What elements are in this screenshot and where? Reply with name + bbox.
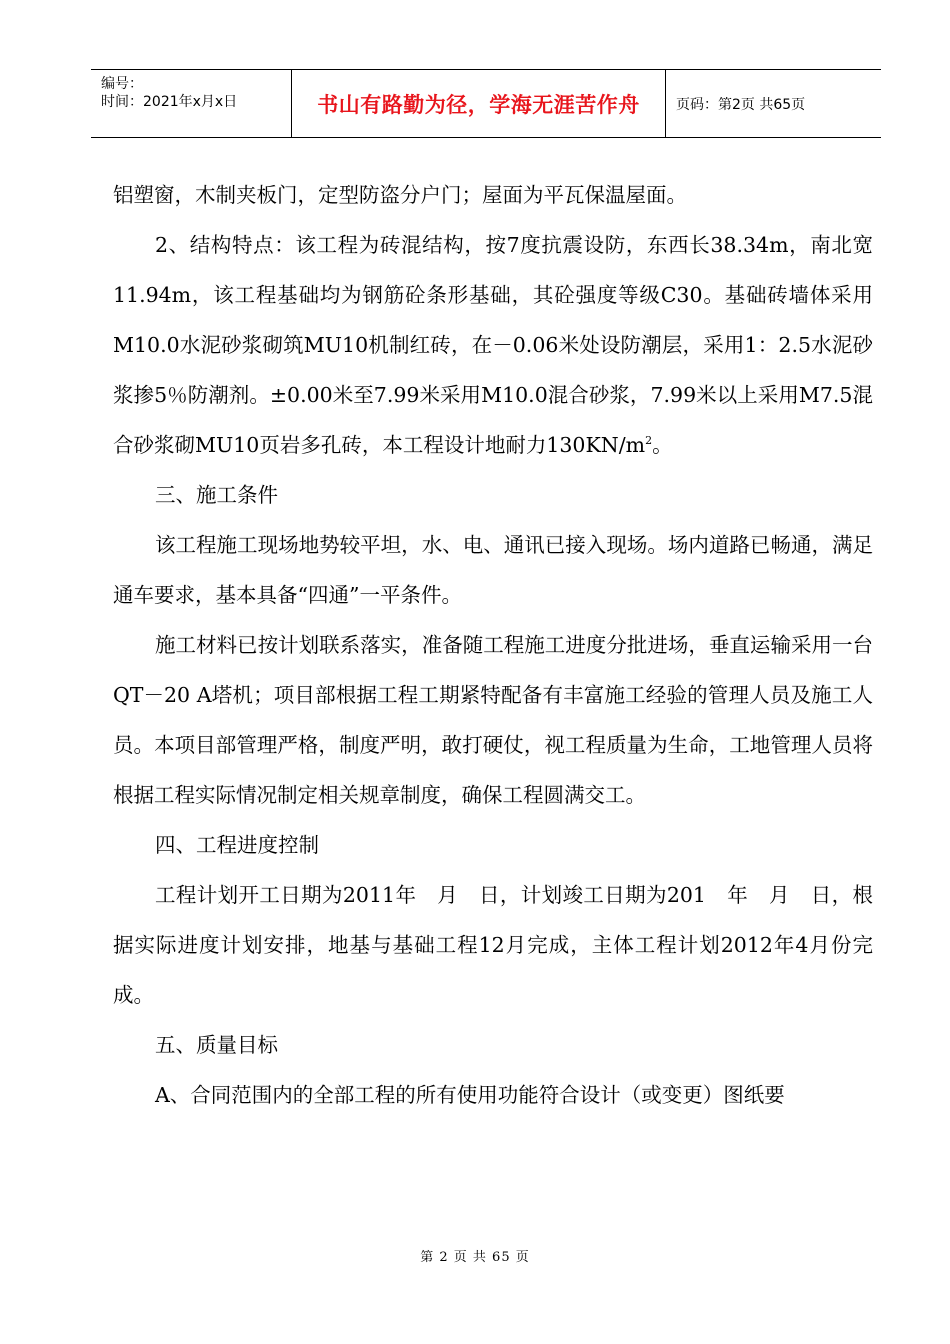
paragraph: 工程计划开工日期为2011年 月 日，计划竣工日期为201 年 月 日，根据实际进度计划安排，地基与基础工程12月完成，主体工程计划2012年4月份完成。 (113, 883, 873, 1007)
header-page-info: 页码：第2页 共65页 (676, 96, 806, 113)
header-id-label: 编号： (101, 76, 143, 92)
section-heading: 四、工程进度控制 (155, 833, 319, 857)
paragraph-tail: 。 (652, 433, 673, 457)
document-body (113, 170, 873, 1120)
paragraph-structure (113, 220, 873, 470)
section-heading: 五、质量目标 (155, 1033, 278, 1057)
header-motto: 书山有路勤为径，学海无涯苦作舟 (292, 70, 666, 137)
paragraph: 施工材料已按计划联系落实，准备随工程施工进度分批进场，垂直运输采用一台QT－20 A塔机；项目部根据工程工期紧特配备有丰富施工经验的管理人员及施工人员。本项目部管理严格，制度严明，敢打硬仗，视工程质量为生命，工地管理人员将根据工程实际情况制定相关规章制度，确保工程圆满交工。 (113, 633, 873, 807)
section-heading: 三、施工条件 (155, 483, 278, 507)
header-time-label: 时间：2021年x月x日 (101, 94, 238, 110)
page-footer: 第 2 页 共 65 页 (420, 1250, 530, 1265)
paragraph: 铝塑窗，木制夹板门，定型防盗分户门；屋面为平瓦保温屋面。 (113, 183, 687, 207)
header-meta (91, 70, 292, 137)
paragraph: 该工程施工现场地势较平坦，水、电、通讯已接入现场。场内道路已畅通，满足通车要求，基本具备“四通”一平条件。 (113, 533, 873, 607)
page-header (91, 69, 881, 138)
superscript: 2 (645, 434, 653, 448)
paragraph: A、合同范围内的全部工程的所有使用功能符合设计（或变更）图纸要 (155, 1083, 785, 1107)
paragraph-text: 2、结构特点：该工程为砖混结构，按7度抗震设防，东西长38.34m，南北宽11.94m，该工程基础均为钢筋砼条形基础，其砼强度等级C30。基础砖墙体采用M10.0水泥砂浆砌筑MU10机制红砖，在－0.06米处设防潮层，采用1：2.5水泥砂浆掺5％防潮剂。±0.00米至7.99米采用M10.0混合砂浆，7.99米以上采用M7.5混合砂浆砌MU10页岩多孔砖，本工程设计地耐力130KN/m (113, 233, 873, 457)
